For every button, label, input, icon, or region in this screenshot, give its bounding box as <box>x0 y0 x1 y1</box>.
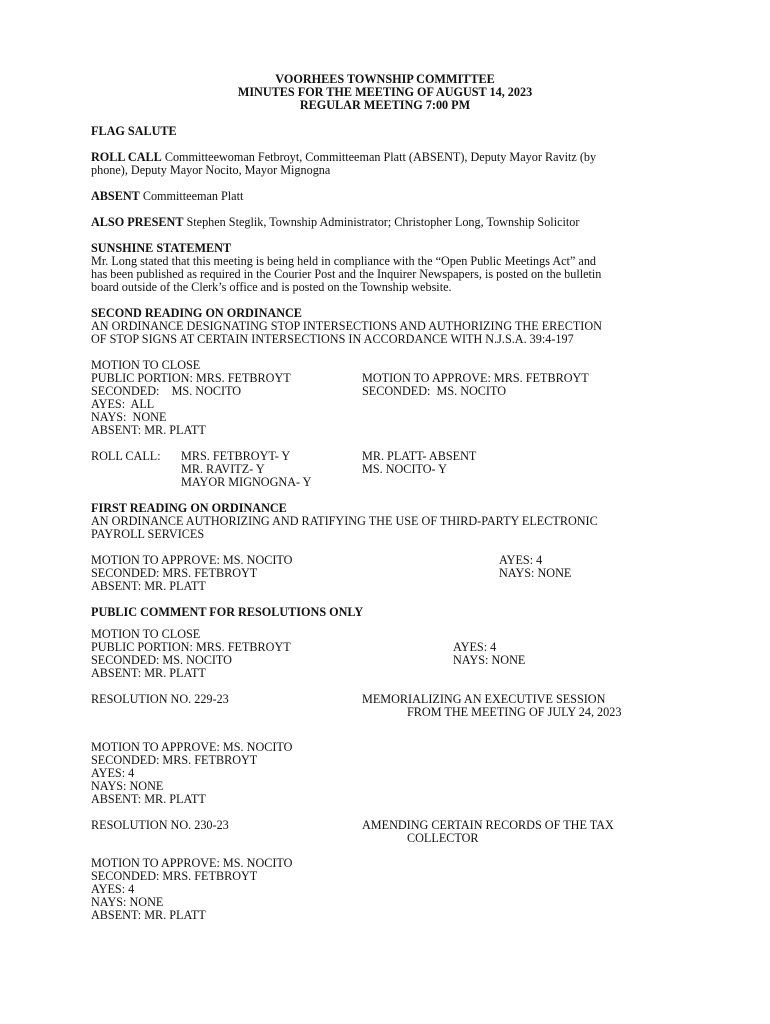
roll-call-votes-right <box>362 450 662 489</box>
sunshine-line: board outside of the Clerk’s office and is posted on the Township website. <box>91 280 452 294</box>
absent-section <box>91 190 681 203</box>
resolution-title-line: FROM THE MEETING OF JULY 24, 2023 <box>407 705 622 719</box>
resolution-header <box>91 693 681 719</box>
ordinance-title-line: PAYROLL SERVICES <box>91 527 205 541</box>
motion-line: SECONDED: MS. NOCITO <box>362 384 507 398</box>
motion-line: NAYS: NONE <box>91 410 167 424</box>
sunshine-heading: SUNSHINE STATEMENT <box>91 241 232 255</box>
vote-tally <box>499 554 681 593</box>
absent-label: ABSENT <box>91 189 140 203</box>
resolution-motion <box>91 857 681 922</box>
sunshine-line: has been published as required in the Courier Post and the Inquirer Newspapers, is posted on the bulletin <box>91 267 602 281</box>
resolution-230-section <box>91 819 681 922</box>
resolution-number: RESOLUTION NO. 229-23 <box>91 692 229 706</box>
vote-tally <box>453 628 681 680</box>
absent-text: Committeeman Platt <box>139 189 244 203</box>
motion-line: MOTION TO APPROVE: MRS. FETBROYT <box>362 371 589 385</box>
ordinance-title-line: AN ORDINANCE DESIGNATING STOP INTERSECTIONS AND AUTHORIZING THE ERECTION <box>91 319 602 333</box>
first-reading-section <box>91 502 681 593</box>
resolution-header <box>91 819 681 845</box>
motion-line: SECONDED: MRS. FETBROYT <box>91 869 258 883</box>
also-present-text: Stephen Steglik, Township Administrator; Christopher Long, Township Solicitor <box>183 215 580 229</box>
motion-line: MOTION TO APPROVE: MS. NOCITO <box>91 740 293 754</box>
motion-line: ABSENT: MR. PLATT <box>91 423 206 437</box>
sunshine-line: Mr. Long stated that this meeting is being held in compliance with the “Open Public Meetings Act” and <box>91 254 597 268</box>
resolution-title-line: MEMORIALIZING AN EXECUTIVE SESSION <box>362 692 606 706</box>
motion-line: MOTION TO APPROVE: MS. NOCITO <box>91 856 293 870</box>
first-reading-motion <box>91 554 681 593</box>
motion-line: SECONDED: MRS. FETBROYT <box>91 566 258 580</box>
roll-call-text-2: phone), Deputy Mayor Nocito, Mayor Mignogna <box>91 163 331 177</box>
second-reading-heading: SECOND READING ON ORDINANCE <box>91 306 302 320</box>
public-comment-motion <box>91 628 681 680</box>
motion-line: PUBLIC PORTION: MRS. FETBROYT <box>91 640 291 654</box>
vote-line: MR. RAVITZ- Y <box>181 462 265 476</box>
motion-line: MOTION TO CLOSE <box>91 627 201 641</box>
also-present-label: ALSO PRESENT <box>91 215 184 229</box>
sunshine-section <box>91 242 681 294</box>
vote-line: MS. NOCITO- Y <box>362 462 447 476</box>
motion-line: ABSENT: MR. PLATT <box>91 908 206 922</box>
motion-line: AYES: ALL <box>91 397 155 411</box>
nays-count: NAYS: NONE <box>453 653 526 667</box>
resolution-title <box>362 693 662 719</box>
header-title: VOORHEES TOWNSHIP COMMITTEE <box>275 72 495 86</box>
second-reading-roll-call <box>91 450 681 489</box>
ayes-count: AYES: 4 <box>453 640 497 654</box>
motion-line: ABSENT: MR. PLATT <box>91 666 206 680</box>
second-reading-motions <box>91 359 681 437</box>
close-public-portion-motion <box>91 359 362 437</box>
public-comment-heading: PUBLIC COMMENT FOR RESOLUTIONS ONLY <box>91 605 364 619</box>
nays-count: NAYS: NONE <box>499 566 572 580</box>
motion-line: ABSENT: MR. PLATT <box>91 792 206 806</box>
vote-line: MRS. FETBROYT- Y <box>181 449 291 463</box>
roll-call-votes-left <box>181 450 362 489</box>
motion-line: MOTION TO CLOSE <box>91 358 201 372</box>
ordinance-title-line: AN ORDINANCE AUTHORIZING AND RATIFYING THE USE OF THIRD-PARTY ELECTRONIC <box>91 514 598 528</box>
header-subtitle: MINUTES FOR THE MEETING OF AUGUST 14, 2023 <box>237 85 533 99</box>
vote-line: MAYOR MIGNOGNA- Y <box>181 475 312 489</box>
motion-line: AYES: 4 <box>91 766 135 780</box>
roll-call-label: ROLL CALL <box>91 150 162 164</box>
second-reading-section <box>91 307 681 489</box>
resolution-title-line: COLLECTOR <box>407 831 479 845</box>
motion-line: NAYS: NONE <box>91 895 164 909</box>
approve-motion <box>362 359 662 437</box>
resolution-title <box>362 819 662 845</box>
vote-line: MR. PLATT- ABSENT <box>362 449 477 463</box>
resolution-motion <box>91 741 681 806</box>
motion-line: SECONDED: MRS. FETBROYT <box>91 753 258 767</box>
motion-line: SECONDED: MS. NOCITO <box>91 384 242 398</box>
ayes-count: AYES: 4 <box>499 553 543 567</box>
resolution-229-section <box>91 693 681 806</box>
also-present-section <box>91 216 681 229</box>
document-header <box>0 73 770 112</box>
resolution-number: RESOLUTION NO. 230-23 <box>91 818 229 832</box>
resolution-title-line: AMENDING CERTAIN RECORDS OF THE TAX <box>362 818 614 832</box>
motion-block <box>91 628 291 680</box>
first-reading-heading: FIRST READING ON ORDINANCE <box>91 501 287 515</box>
motion-line: AYES: 4 <box>91 882 135 896</box>
motion-line: SECONDED: MS. NOCITO <box>91 653 232 667</box>
roll-call-text-1: Committeewoman Fetbroyt, Committeeman Platt (ABSENT), Deputy Mayor Ravitz (by <box>161 150 597 164</box>
flag-salute-heading: FLAG SALUTE <box>91 124 177 138</box>
minutes-page <box>91 73 681 922</box>
motion-line: ABSENT: MR. PLATT <box>91 579 206 593</box>
motion-block <box>91 554 292 593</box>
public-comment-section <box>91 606 681 680</box>
roll-call-section <box>91 151 681 177</box>
ordinance-title-line: OF STOP SIGNS AT CERTAIN INTERSECTIONS IN ACCORDANCE WITH N.J.S.A. 39:4-197 <box>91 332 574 346</box>
roll-call-vote-label: ROLL CALL: <box>91 449 161 463</box>
header-meeting-time: REGULAR MEETING 7:00 PM <box>299 98 471 112</box>
motion-line: PUBLIC PORTION: MRS. FETBROYT <box>91 371 291 385</box>
motion-line: MOTION TO APPROVE: MS. NOCITO <box>91 553 293 567</box>
motion-line: NAYS: NONE <box>91 779 164 793</box>
